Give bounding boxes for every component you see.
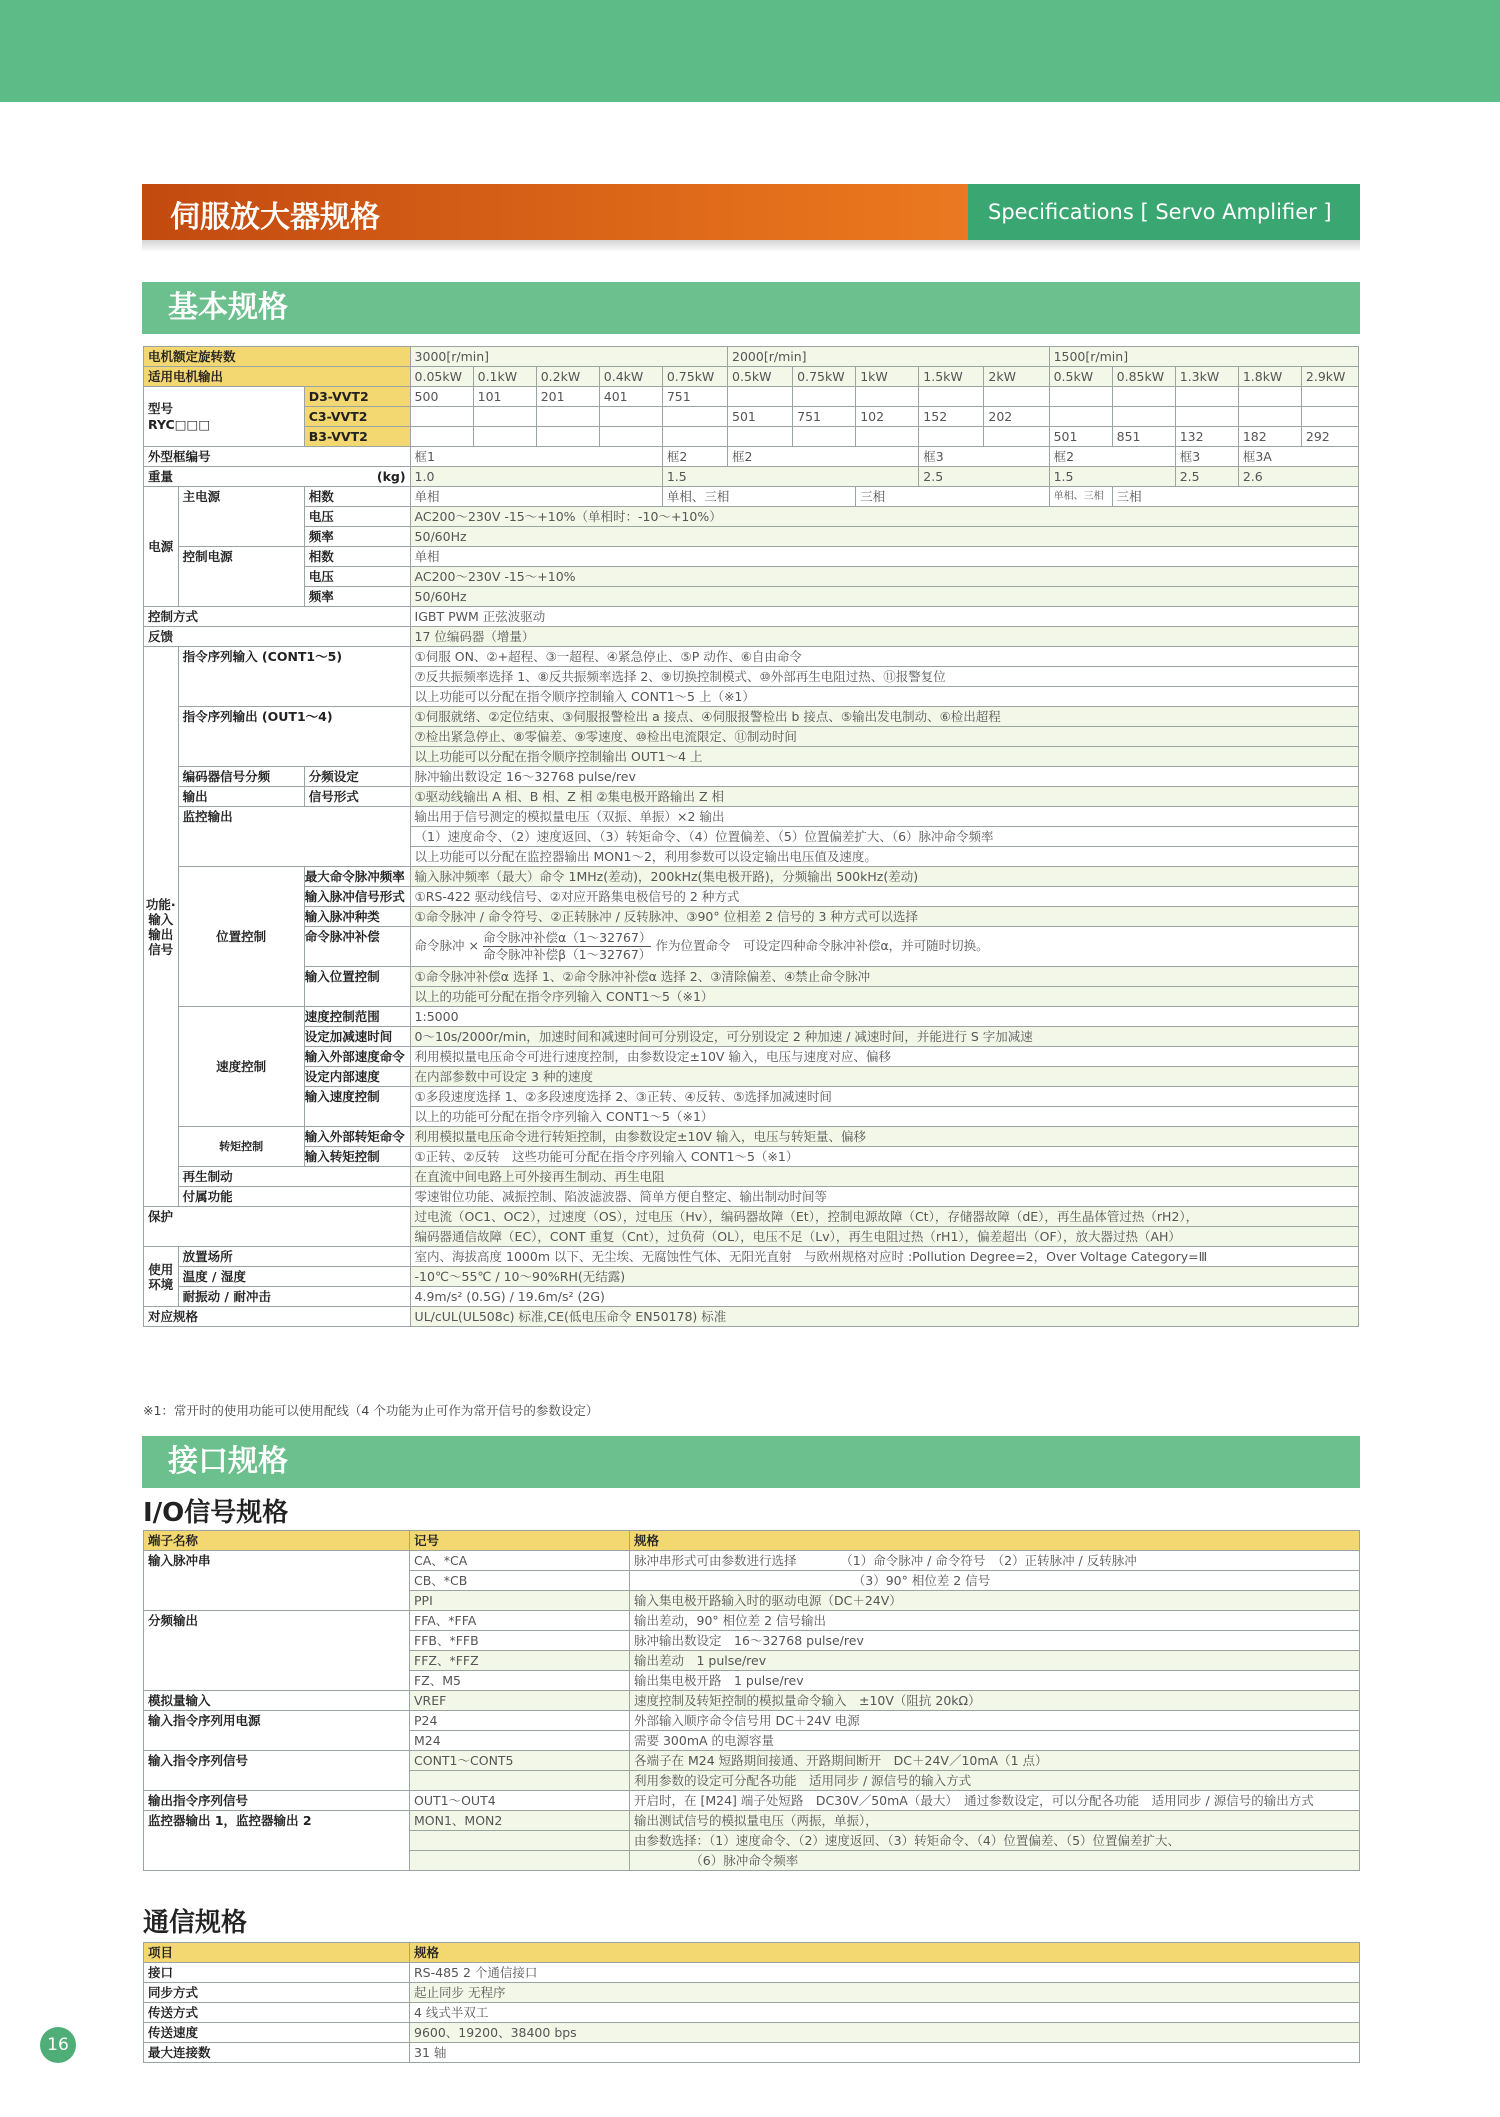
output-cell: 1.3kW	[1175, 367, 1238, 387]
speed-1500: 1500[r/min]	[1049, 347, 1358, 367]
ext-trq-label: 输入外部转矩命令	[304, 1127, 410, 1147]
extra-label: 付属功能	[178, 1187, 410, 1207]
place-label: 放置场所	[178, 1247, 410, 1267]
regen-value: 在直流中间电路上可外接再生制动、再生电阻	[410, 1167, 1358, 1187]
output-cell: 2kW	[984, 367, 1049, 387]
spd-range-value: 1:5000	[410, 1007, 1358, 1027]
output-cell: 0.5kW	[1049, 367, 1112, 387]
frame-cell: 框3	[919, 447, 1049, 467]
io-spec: 输出测试信号的模拟量电压（两振，单振），	[630, 1811, 1360, 1831]
in-trq-value: ①正转、②反转 这些功能可分配在指令序列输入 CONT1～5（※1）	[410, 1147, 1358, 1167]
vib-label: 耐振动 / 耐冲击	[178, 1287, 410, 1307]
in-pos-label: 输入位置控制	[304, 967, 410, 1007]
speed-3000: 3000[r/min]	[410, 347, 727, 367]
cmd-comp-num: 命令脉冲补偿α（1～32767）	[482, 930, 652, 945]
div-value: 脉冲输出数设定 16～32768 pulse/rev	[410, 767, 1358, 787]
io-spec-table	[143, 1530, 1360, 1871]
seq-out-line: ①伺服就绪、②定位结束、③伺服报警检出 a 接点、④伺服报警检出 b 接点、⑤输出发电制动、⑥检出超程	[410, 707, 1358, 727]
weight-cell: 1.5	[662, 467, 918, 487]
row-label-power: 电源	[144, 487, 179, 607]
io-spec: 输出差动，90° 相位差 2 信号输出	[630, 1611, 1360, 1631]
pos-label: 位置控制	[178, 867, 304, 1007]
weight-cell: 2.5	[1175, 467, 1238, 487]
div-label: 分频设定	[304, 767, 410, 787]
comm-item: 接口	[144, 1963, 410, 1983]
output-cell: 0.4kW	[599, 367, 662, 387]
io-symbol: FZ、M5	[410, 1671, 630, 1691]
model-label: 型号	[148, 400, 174, 416]
weight-cell: 2.6	[1238, 467, 1358, 487]
output-cell: 0.85kW	[1112, 367, 1175, 387]
comm-item: 同步方式	[144, 1983, 410, 2003]
frame-cell: 框3	[1175, 447, 1238, 467]
phase-label: 相数	[304, 487, 410, 507]
comm-spec: 9600、19200、38400 bps	[410, 2023, 1360, 2043]
model-cell: 292	[1301, 427, 1358, 447]
comm-item: 最大连接数	[144, 2043, 410, 2063]
sig-value: ①驱动线输出 A 相、B 相、Z 相 ②集电极开路输出 Z 相	[410, 787, 1358, 807]
io-body	[144, 1551, 1360, 1871]
output-cell: 1.8kW	[1238, 367, 1301, 387]
io-spec: 外部输入顺序命令信号用 DC＋24V 电源	[630, 1711, 1360, 1731]
row-label-control: 控制方式	[144, 607, 411, 627]
comm-header: 规格	[410, 1943, 1360, 1963]
io-terminal-name: 模拟量输入	[144, 1691, 410, 1711]
feedback-value: 17 位编码器（增量）	[410, 627, 1358, 647]
model-cell: 751	[662, 387, 727, 407]
frame-cell: 框2	[1049, 447, 1175, 467]
io-header: 记号	[410, 1531, 630, 1551]
io-symbol: P24	[410, 1711, 630, 1731]
row-label-func: 功能·输入输出信号	[144, 647, 179, 1207]
temp-label: 温度 / 湿度	[178, 1267, 410, 1287]
io-symbol: OUT1～OUT4	[410, 1791, 630, 1811]
weight-unit: (kg)	[376, 469, 406, 484]
trq-label: 转矩控制	[178, 1127, 304, 1167]
basic-spec-table	[143, 346, 1359, 1327]
model-cell: 182	[1238, 427, 1301, 447]
protect-line: 编码器通信故障（EC），CONT 重复（Cnt），过负荷（OL），电压不足（Lv），再生电阻过热（rH1），偏差超出（OF），放大器过热（AH）	[410, 1227, 1358, 1247]
max-freq-label: 最大命令脉冲频率	[304, 867, 410, 887]
model-b3: B3-VVT2	[304, 427, 410, 447]
io-header: 端子名称	[144, 1531, 410, 1551]
in-trq-label: 输入转矩控制	[304, 1147, 410, 1167]
model-cell: 102	[856, 407, 919, 427]
model-cell: 501	[728, 407, 793, 427]
accel-value: 0～10s/2000r/min，加速时间和减速时间可分别设定，可分别设定 2 种加速 / 减速时间，并能进行 S 字加减速	[410, 1027, 1358, 1047]
seq-in-line: 以上功能可以分配在指令顺序控制输入 CONT1～5 上（※1）	[410, 687, 1358, 707]
io-spec: 脉冲串形式可由参数进行选择 （1）命令脉冲 / 命令符号 （2）正转脉冲 / 反转脉冲	[630, 1551, 1360, 1571]
output-cell: 0.75kW	[662, 367, 727, 387]
output-cell: 0.1kW	[473, 367, 536, 387]
output-cell: 0.2kW	[536, 367, 599, 387]
ctrl-power: 控制电源	[178, 547, 304, 607]
section-comm: 通信规格	[143, 1908, 248, 1938]
io-spec: 速度控制及转矩控制的模拟量命令输入 ±10V（阻抗 20kΩ）	[630, 1691, 1360, 1711]
io-terminal-name: 输入指令序列信号	[144, 1751, 410, 1791]
title-shadow	[142, 240, 1360, 252]
volt-label: 电压	[304, 567, 410, 587]
output-cell: 0.05kW	[410, 367, 473, 387]
io-symbol: M24	[410, 1731, 630, 1751]
protect-line: 过电流（OC1、OC2），过速度（OS），过电压（Hv），编码器故障（Et），控制电源故障（Ct），存储器故障（dE），再生晶体管过热（rH2），	[410, 1207, 1358, 1227]
io-terminal-name: 输出指令序列信号	[144, 1791, 410, 1811]
section-basic: 基本规格	[142, 282, 1360, 334]
io-spec: 输出集电极开路 1 pulse/rev	[630, 1671, 1360, 1691]
comm-body	[144, 1963, 1360, 2063]
freq-label: 频率	[304, 527, 410, 547]
in-pos-line: ①命令脉冲补偿α 选择 1、②命令脉冲补偿α 选择 2、③清除偏差、④禁止命令脉冲	[410, 967, 1358, 987]
comm-spec: 31 轴	[410, 2043, 1360, 2063]
comm-header: 项目	[144, 1943, 410, 1963]
in-type-value: ①命令脉冲 / 命令符号、②正转脉冲 / 反转脉冲、③90° 位相差 2 信号的 3 种方式可以选择	[410, 907, 1358, 927]
ext-spd-label: 输入外部速度命令	[304, 1047, 410, 1067]
page-title: 伺服放大器规格	[170, 200, 380, 235]
seq-out-label: 指令序列输出 (OUT1～4)	[178, 707, 410, 767]
in-spd-line: ①多段速度选择 1、②多段速度选择 2、③正转、④反转、⑤选择加减速时间	[410, 1087, 1358, 1107]
frame-cell: 框2	[728, 447, 919, 467]
weight-label: 重量	[148, 469, 174, 484]
env-label: 使用环境	[144, 1247, 179, 1307]
protect-label: 保护	[144, 1207, 411, 1247]
model-cell: 851	[1112, 427, 1175, 447]
io-symbol: CB、*CB	[410, 1571, 630, 1591]
io-symbol: FFA、*FFA	[410, 1611, 630, 1631]
enc-label-2: 输出	[178, 787, 304, 807]
io-symbol	[410, 1771, 630, 1791]
row-label-weight	[144, 467, 411, 487]
frame-cell: 框3A	[1238, 447, 1358, 467]
model-cell: 401	[599, 387, 662, 407]
in-pos-line: 以上的功能可分配在指令序列输入 CONT1～5（※1）	[410, 987, 1358, 1007]
model-cell: 132	[1175, 427, 1238, 447]
sig-label: 信号形式	[304, 787, 410, 807]
io-spec: 开启时，在 [M24] 端子处短路 DC30V／50mA（最大） 通过参数设定，可以分配各功能 适用同步 / 源信号的输出方式	[630, 1791, 1360, 1811]
main-freq: 50/60Hz	[410, 527, 1358, 547]
io-spec: （6）脉冲命令频率	[630, 1851, 1360, 1871]
phase-label: 相数	[304, 547, 410, 567]
row-label-model	[144, 387, 305, 447]
model-cell: 501	[1049, 427, 1112, 447]
cmd-comp-pre: 命令脉冲 ×	[414, 938, 479, 953]
vib-value: 4.9m/s² (0.5G) / 19.6m/s² (2G)	[410, 1287, 1358, 1307]
in-sig-label: 输入脉冲信号形式	[304, 887, 410, 907]
main-power: 主电源	[178, 487, 304, 547]
io-symbol: CONT1～CONT5	[410, 1751, 630, 1771]
model-d3: D3-VVT2	[304, 387, 410, 407]
speed-2000: 2000[r/min]	[728, 347, 1050, 367]
spd-range-label: 速度控制范围	[304, 1007, 410, 1027]
io-spec: 脉冲输出数设定 16～32768 pulse/rev	[630, 1631, 1360, 1651]
main-phase: 单相	[410, 487, 662, 507]
title-bar	[142, 184, 1360, 240]
comm-item: 传送方式	[144, 2003, 410, 2023]
row-label-feedback: 反馈	[144, 627, 411, 647]
std-label: 对应规格	[144, 1307, 411, 1327]
cmd-comp-post: 作为位置命令 可设定四种命令脉冲补偿α，并可随时切换。	[655, 938, 989, 953]
main-volt: AC200～230V -15～+10%（单相时：-10～+10%）	[410, 507, 1358, 527]
enc-label: 编码器信号分频	[178, 767, 304, 787]
freq-label: 频率	[304, 587, 410, 607]
row-label-output: 适用电机输出	[144, 367, 411, 387]
seq-in-label: 指令序列输入 (CONT1～5)	[178, 647, 410, 707]
seq-in-line: ①伺服 ON、②+超程、③一超程、④紧急停止、⑤P 动作、⑥自由命令	[410, 647, 1358, 667]
in-sig-value: ①RS-422 驱动线信号、②对应开路集电极信号的 2 种方式	[410, 887, 1358, 907]
model-cell: 101	[473, 387, 536, 407]
main-phase: 单相、三相	[1049, 487, 1112, 507]
model-cell: 500	[410, 387, 473, 407]
std-value: UL/cUL(UL508c) 标准,CE(低电压命令 EN50178) 标准	[410, 1307, 1358, 1327]
model-label-2: RYC□□□	[148, 416, 211, 432]
io-symbol: FFB、*FFB	[410, 1631, 630, 1651]
output-cell: 0.5kW	[728, 367, 793, 387]
max-freq-value: 输入脉冲频率（最大）命令 1MHz(差动)，200kHz(集电极开路)，分频输出 500kHz(差动)	[410, 867, 1358, 887]
ctrl-freq: 50/60Hz	[410, 587, 1358, 607]
row-label-speed: 电机额定旋转数	[144, 347, 411, 367]
io-terminal-name: 监控器输出 1，监控器输出 2	[144, 1811, 410, 1871]
row-label-frame: 外型框编号	[144, 447, 411, 467]
int-spd-label: 设定内部速度	[304, 1067, 410, 1087]
io-spec: （3）90° 相位差 2 信号	[630, 1571, 1360, 1591]
comm-spec: 起止同步 无程序	[410, 1983, 1360, 2003]
ctrl-volt: AC200～230V -15～+10%	[410, 567, 1358, 587]
section-io: I/O信号规格	[143, 1498, 289, 1528]
io-symbol	[410, 1831, 630, 1851]
io-symbol: MON1、MON2	[410, 1811, 630, 1831]
main-phase: 三相	[856, 487, 1049, 507]
frame-cell: 框1	[410, 447, 662, 467]
io-symbol	[410, 1851, 630, 1871]
weight-cell: 1.5	[1049, 467, 1175, 487]
io-spec: 利用参数的设定可分配各功能 适用同步 / 源信号的输入方式	[630, 1771, 1360, 1791]
model-cell: 202	[984, 407, 1049, 427]
in-spd-line: 以上的功能可分配在指令序列输入 CONT1～5（※1）	[410, 1107, 1358, 1127]
in-type-label: 输入脉冲种类	[304, 907, 410, 927]
io-spec: 需要 300mA 的电源容量	[630, 1731, 1360, 1751]
io-terminal-name: 分频输出	[144, 1611, 410, 1691]
main-phase: 三相	[1112, 487, 1358, 507]
section-interface: 接口规格	[142, 1436, 1360, 1488]
model-c3: C3-VVT2	[304, 407, 410, 427]
io-terminal-name: 输入指令序列用电源	[144, 1711, 410, 1751]
page-number: 16	[40, 2027, 76, 2063]
comm-spec-table	[143, 1942, 1360, 2063]
ext-trq-value: 利用模拟量电压命令进行转矩控制，由参数设定±10V 输入，电压与转矩量、偏移	[410, 1127, 1358, 1147]
model-cell: 152	[919, 407, 984, 427]
output-cell: 1.5kW	[919, 367, 984, 387]
model-cell: 751	[793, 407, 856, 427]
io-spec: 输入集电极开路输入时的驱动电源（DC＋24V）	[630, 1591, 1360, 1611]
comm-spec: 4 线式半双工	[410, 2003, 1360, 2023]
io-symbol: VREF	[410, 1691, 630, 1711]
io-terminal-name: 输入脉冲串	[144, 1551, 410, 1611]
io-spec: 由参数选择：（1）速度命令、（2）速度返回、（3）转矩命令、（4）位置偏差、（5）位置偏差扩大、	[630, 1831, 1360, 1851]
control-value: IGBT PWM 正弦波驱动	[410, 607, 1358, 627]
in-spd-label: 输入速度控制	[304, 1087, 410, 1127]
cmd-comp-value	[410, 927, 1358, 967]
io-spec: 输出差动 1 pulse/rev	[630, 1651, 1360, 1671]
seq-out-line: 以上功能可以分配在指令顺序控制输出 OUT1～4 上	[410, 747, 1358, 767]
seq-in-line: ⑦反共振频率选择 1、⑧反共振频率选择 2、⑨切换控制模式、⑩外部再生电阻过热、⑪报警复位	[410, 667, 1358, 687]
extra-value: 零速钳位功能、减振控制、陷波滤波器、简单方便自整定、输出制动时间等	[410, 1187, 1358, 1207]
regen-label: 再生制动	[178, 1167, 410, 1187]
io-symbol: PPI	[410, 1591, 630, 1611]
io-spec: 各端子在 M24 短路期间接通、开路期间断开 DC＋24V／10mA（1 点）	[630, 1751, 1360, 1771]
top-band	[0, 0, 1500, 102]
main-phase: 单相、三相	[662, 487, 855, 507]
ctrl-phase: 单相	[410, 547, 1358, 567]
cmd-comp-den: 命令脉冲补偿β（1～32767）	[483, 947, 652, 962]
page-title-en: Specifications [ Servo Amplifier ]	[968, 184, 1360, 240]
seq-out-line: ⑦检出紧急停止、⑧零偏差、⑨零速度、⑩检出电流限定、⑪制动时间	[410, 727, 1358, 747]
frame-cell: 框2	[662, 447, 727, 467]
cmd-comp-label: 命令脉冲补偿	[304, 927, 410, 967]
monitor-line: 以上功能可以分配在监控器输出 MON1～2，利用参数可以设定输出电压值及速度。	[410, 847, 1358, 867]
comm-spec: RS-485 2 个通信接口	[410, 1963, 1360, 1983]
accel-label: 设定加减速时间	[304, 1027, 410, 1047]
cmd-comp-fraction	[483, 930, 651, 963]
spd-label: 速度控制	[178, 1007, 304, 1127]
footnote: ※1：常开时的使用功能可以使用配线（4 个功能为止可作为常开信号的参数设定）	[143, 1403, 599, 1418]
output-cell: 0.75kW	[793, 367, 856, 387]
io-header: 规格	[630, 1531, 1360, 1551]
monitor-label: 监控输出	[178, 807, 410, 867]
output-cell: 1kW	[856, 367, 919, 387]
weight-cell: 2.5	[919, 467, 1049, 487]
volt-label: 电压	[304, 507, 410, 527]
temp-value: -10℃～55℃ / 10～90%RH(无结露)	[410, 1267, 1358, 1287]
monitor-line: 输出用于信号测定的模拟量电压（双振、单振）×2 输出	[410, 807, 1358, 827]
int-spd-value: 在内部参数中可设定 3 种的速度	[410, 1067, 1358, 1087]
ext-spd-value: 利用模拟量电压命令可进行速度控制，由参数设定±10V 输入，电压与速度对应、偏移	[410, 1047, 1358, 1067]
place-value: 室内、海拔高度 1000m 以下、无尘埃、无腐蚀性气体、无阳光直射 与欧州规格对应时 :Pollution Degree=2，Over Voltage Category=Ⅲ	[410, 1247, 1358, 1267]
output-cell: 2.9kW	[1301, 367, 1358, 387]
io-symbol: FFZ、*FFZ	[410, 1651, 630, 1671]
model-cell: 201	[536, 387, 599, 407]
weight-cell: 1.0	[410, 467, 662, 487]
monitor-line: （1）速度命令、（2）速度返回、（3）转矩命令、（4）位置偏差、（5）位置偏差扩大、（6）脉冲命令频率	[410, 827, 1358, 847]
comm-item: 传送速度	[144, 2023, 410, 2043]
io-symbol: CA、*CA	[410, 1551, 630, 1571]
